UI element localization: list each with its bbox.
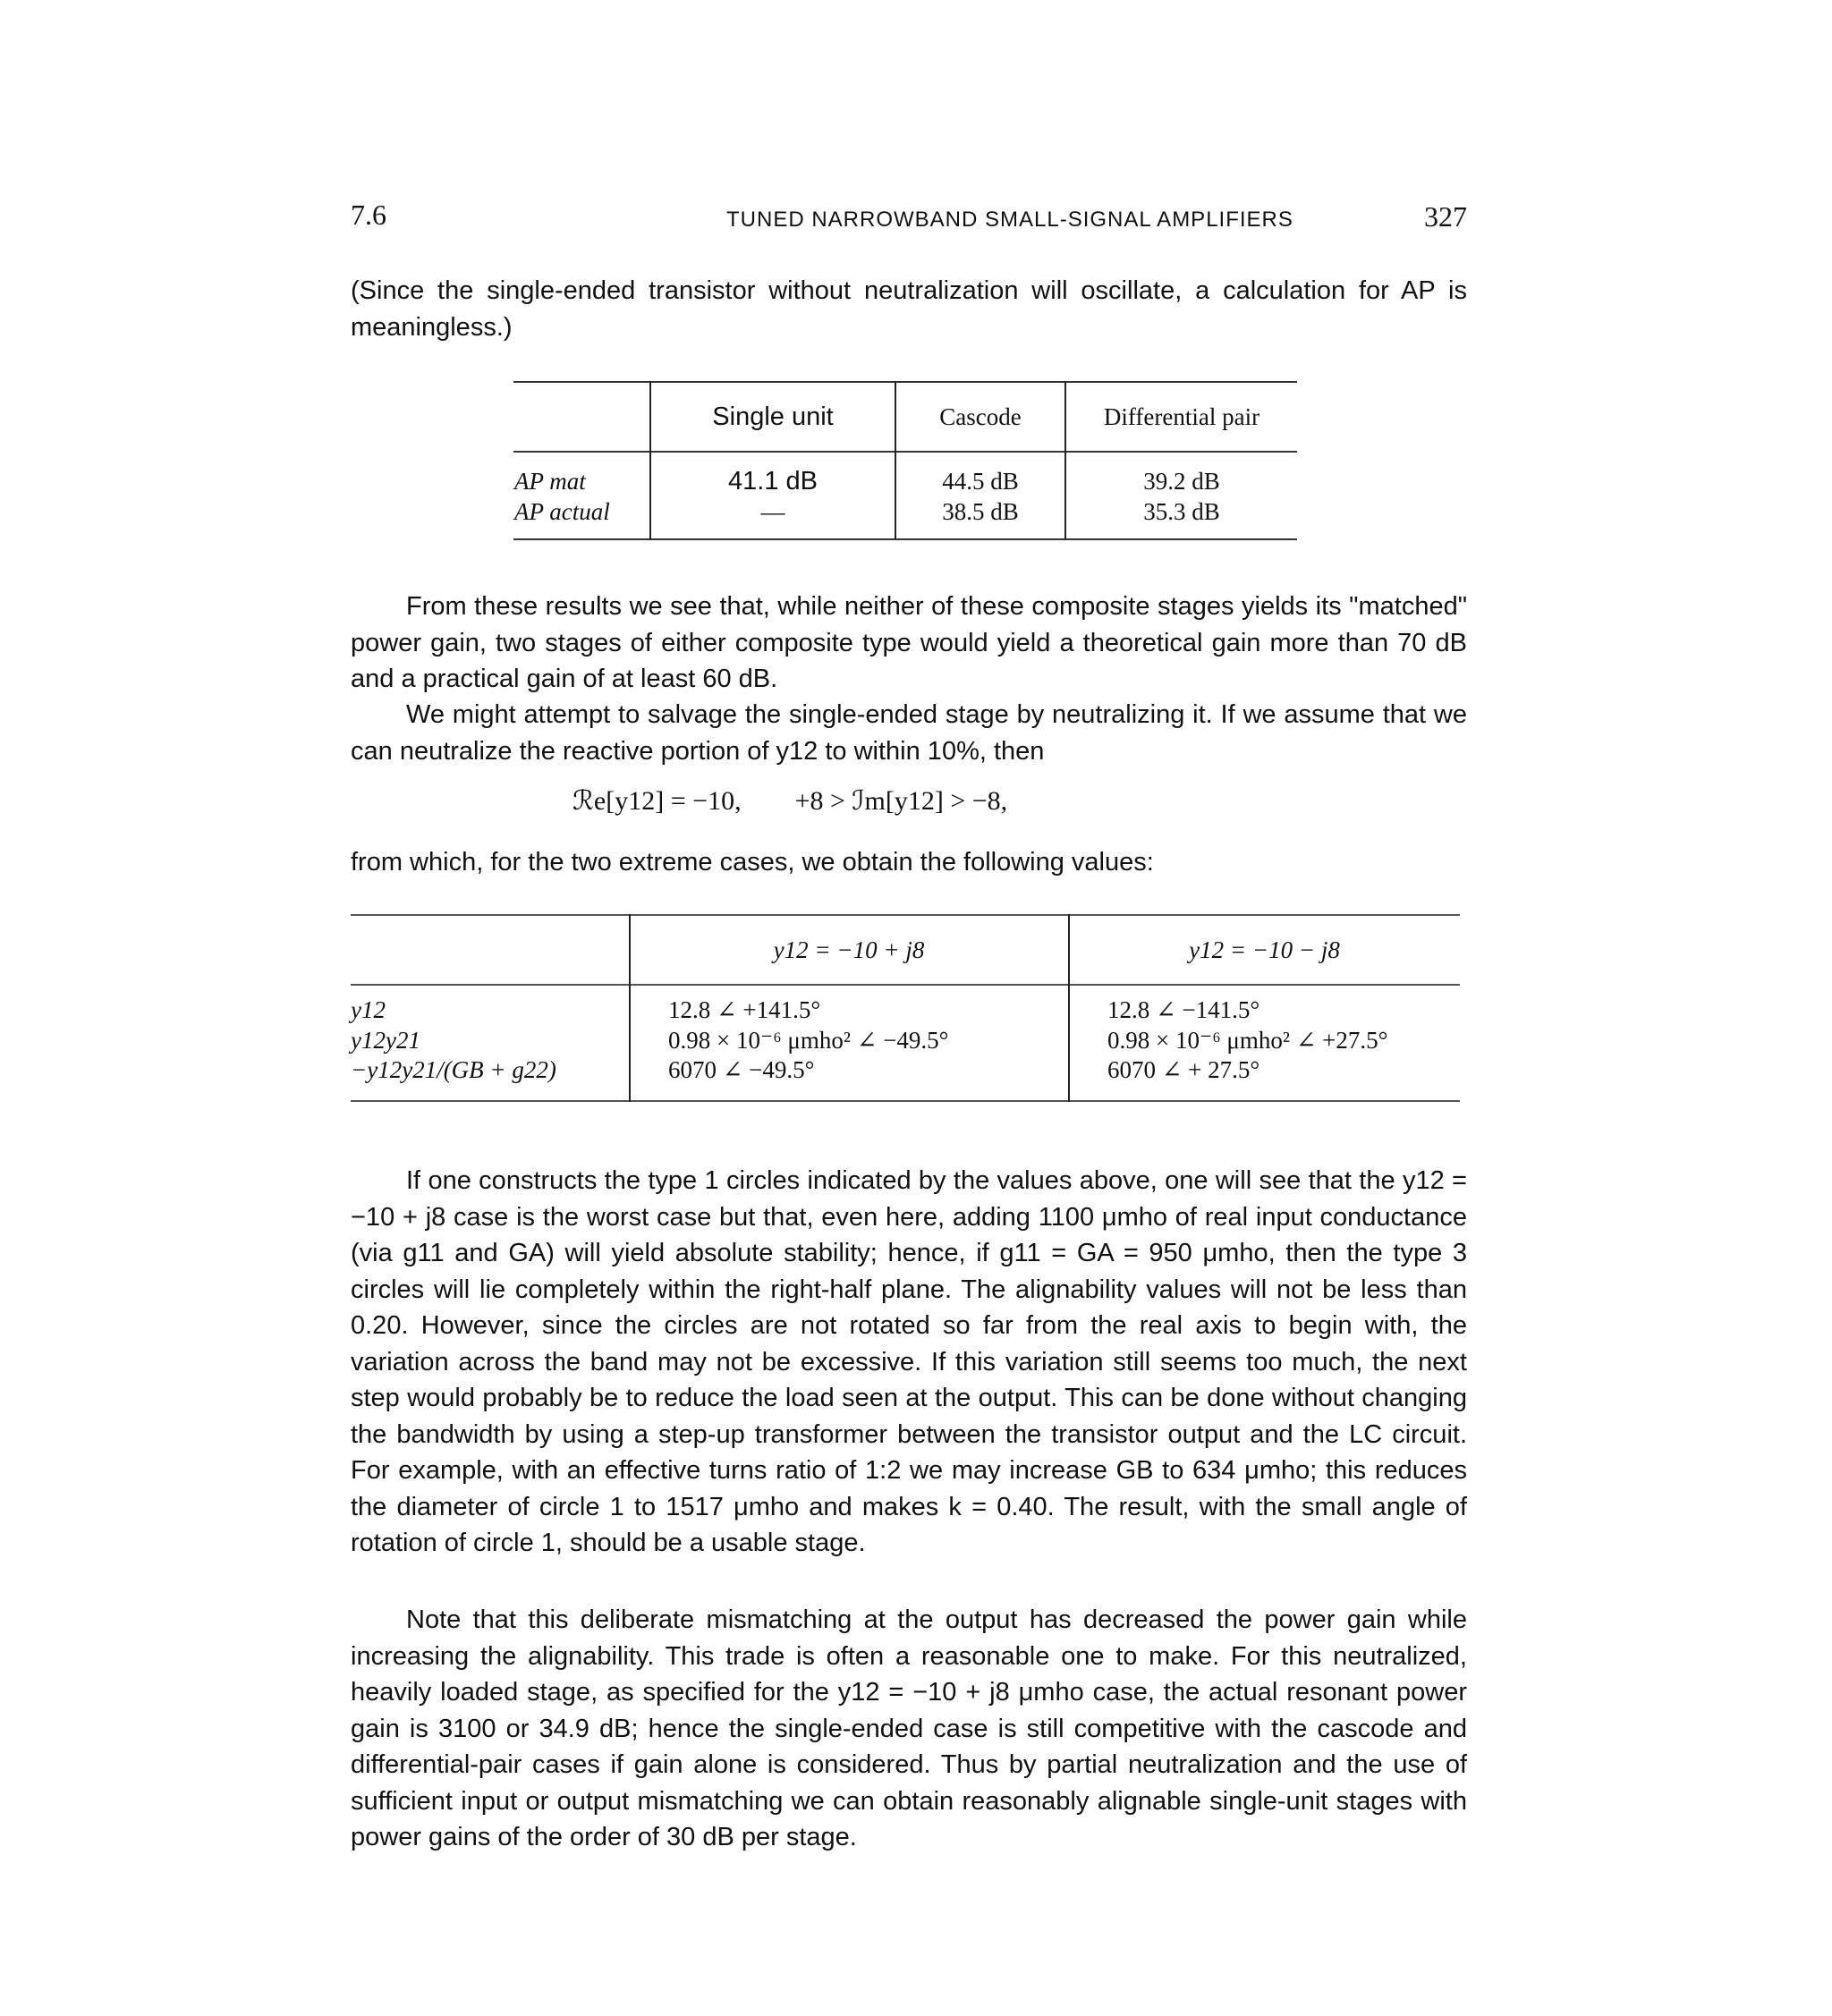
page-header: [351, 199, 1467, 243]
row-label: AP actual: [514, 498, 610, 525]
table-cell: 0.98 × 10⁻⁶ μmho² ∠ −49.5°: [630, 1025, 1069, 1055]
intro-paragraph: (Since the single-ended transistor without neutralization will oscillate, a calculation for AP is meaningless.): [351, 276, 1467, 342]
table-row: [351, 1025, 1460, 1055]
table-cell: 39.2 dB: [1065, 452, 1297, 497]
gain-table: [513, 381, 1297, 540]
section-number: 7.6: [351, 199, 386, 231]
paragraph-mismatch: Note that this deliberate mismatching at the output has decreased the power gain while increasing the alignability. This trade is often a reasonable one to make. For this neutralized, heavily loaded stage, as specified for the y12 = −10 + j8 μmho case, the actual resonant power gain is 3100 or 34.9 dB; hence the single-ended case is still competitive with the cascode and differential-pair cases if gain alone is considered. Thus by partial neutralization and the use of sufficient input or output mismatching we can obtain reasonably alignable single-unit stages with power gains of the order of 30 dB per stage.: [351, 1605, 1467, 1851]
admittance-table: [351, 914, 1460, 1102]
paragraph-values-intro: from which, for the two extreme cases, we obtain the following values:: [351, 848, 1154, 877]
page-number: 327: [1424, 200, 1467, 233]
table-cell: 0.98 × 10⁻⁶ μmho² ∠ +27.5°: [1069, 1025, 1460, 1055]
gain-table-header-single: Single unit: [650, 382, 895, 452]
table-cell: 41.1 dB: [650, 452, 895, 497]
gain-table-header-row: [513, 382, 1297, 452]
table-cell: 44.5 dB: [895, 452, 1065, 497]
row-label: y12y21: [351, 1026, 420, 1054]
gain-table-header-blank: [513, 382, 650, 452]
admittance-header-case-plus: y12 = −10 + j8: [630, 915, 1069, 985]
table-row: [513, 452, 1297, 497]
table-row: [351, 1055, 1460, 1101]
running-title: TUNED NARROWBAND SMALL-SIGNAL AMPLIFIERS: [726, 208, 1293, 232]
table-cell: —: [650, 497, 895, 539]
table-cell: 6070 ∠ −49.5°: [630, 1055, 1069, 1101]
table-row: [351, 985, 1460, 1025]
table-cell: 38.5 dB: [895, 497, 1065, 539]
table-row: [513, 497, 1297, 539]
table-cell: 6070 ∠ + 27.5°: [1069, 1055, 1460, 1101]
row-label: AP mat: [514, 468, 586, 495]
gain-table-header-cascode: Cascode: [895, 382, 1065, 452]
table-cell: 35.3 dB: [1065, 497, 1297, 539]
paragraph-circles: If one constructs the type 1 circles indicated by the values above, one will see that the y12 = −10 + j8 case is the worst case but that, even here, adding 1100 μmho of real input conductance (via g11 and GA) will yield absolute stability; hence, if g11 = GA = 950 μmho, then the type 3 circles will lie completely within the right-half plane. The alignability values will not be less than 0.20. However, since the circles are not rotated so far from the real axis to begin with, the variation across the band may not be excessive. If this variation still seems too much, the next step would probably be to reduce the load seen at the output. This can be done without changing the bandwidth by using a step-up transformer between the transistor output and the LC circuit. For example, with an effective turns ratio of 1:2 we may increase GB to 634 μmho; this reduces the diameter of circle 1 to 1517 μmho and makes k = 0.40. The result, with the small angle of rotation of circle 1, should be a usable stage.: [351, 1166, 1467, 1557]
row-label: −y12y21/(GB + g22): [351, 1056, 556, 1083]
row-label: y12: [351, 996, 386, 1023]
equation: ℛe[y12] = −10, +8 > ℐm[y12] > −8,: [572, 786, 1008, 816]
paragraph-results: From these results we see that, while neither of these composite stages yields its "matched" power gain, two stages of either composite type would yield a theoretical gain more than 70 dB and a practical gain of at least 60 dB.: [351, 592, 1467, 693]
gain-table-header-differential: Differential pair: [1065, 382, 1297, 452]
admittance-table-header-row: [351, 915, 1460, 985]
table-cell: 12.8 ∠ −141.5°: [1069, 985, 1460, 1025]
table-cell: 12.8 ∠ +141.5°: [630, 985, 1069, 1025]
admittance-header-case-minus: y12 = −10 − j8: [1069, 915, 1460, 985]
admittance-header-blank: [351, 915, 630, 985]
paragraph-neutralize: We might attempt to salvage the single-ended stage by neutralizing it. If we assume that we can neutralize the reactive portion of y12 to within 10%, then: [351, 700, 1467, 766]
